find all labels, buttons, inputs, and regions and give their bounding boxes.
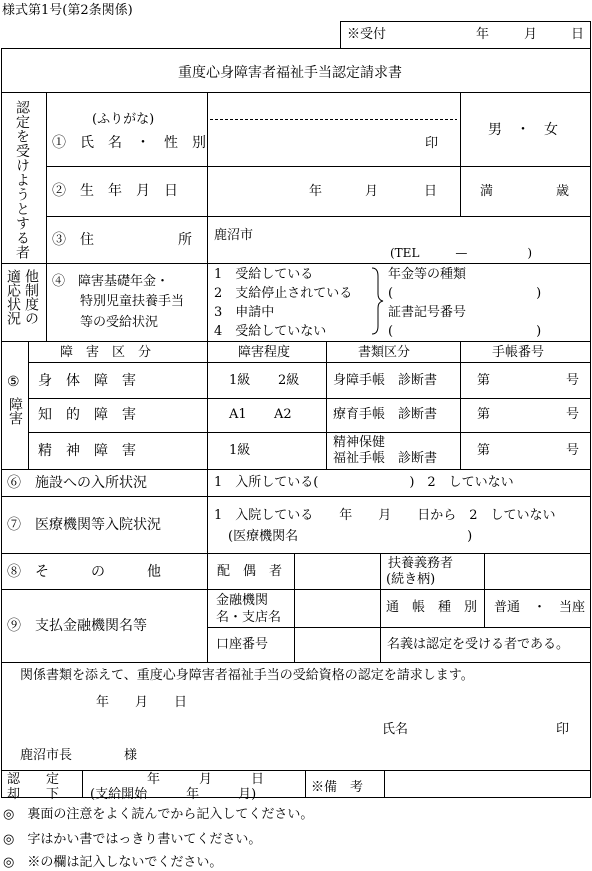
pension-label-2: 特別児童扶養手当 <box>80 294 185 309</box>
pension-option-4[interactable]: 4 受給していない <box>214 324 327 339</box>
intellectual-grade-1[interactable]: A1 <box>229 407 247 422</box>
intellectual-disability-label: 知 的 障 害 <box>38 407 136 423</box>
header-doc-type: 書類区分 <box>358 345 411 360</box>
applicant-group-label: 認定を受けようとする者 <box>14 100 30 260</box>
other-group-label-1: 他制度の <box>23 269 39 325</box>
mayor-address: 鹿沼市長 様 <box>20 748 138 763</box>
spouse-label: 配 偶 者 <box>217 564 283 579</box>
mental-disability-label: 精 神 障 害 <box>38 443 136 459</box>
hospital-status-options[interactable]: 1 入院している 年 月 日から 2 していない <box>214 508 556 523</box>
mental-doc-type-1: 精神保健 <box>333 435 386 450</box>
intellectual-doc-type[interactable]: 療育手帳 診断書 <box>333 407 438 422</box>
header-book-number: 手帳番号 <box>492 345 545 360</box>
dependent-label-1: 扶養義務者 <box>388 556 454 571</box>
mental-grade-1[interactable]: 1級 <box>229 443 251 458</box>
hospital-name-field[interactable]: (医療機関名 ) <box>228 529 473 544</box>
pension-label-3: 等の受給状況 <box>80 315 159 330</box>
age-prefix: 満 <box>480 184 494 199</box>
physical-grade-2[interactable]: 2級 <box>278 373 300 388</box>
birthdate-label: ② 生 年 月 日 <box>52 183 178 199</box>
other-label: ⑧ そ の 他 <box>7 564 161 580</box>
mental-doc-type-2[interactable]: 福祉手帳 診断書 <box>333 451 438 466</box>
age-suffix: 歳 <box>556 184 570 199</box>
declaration-text: 関係書類を添えて、重度心身障害者福祉手当の受給資格の認定を請求します。 <box>20 668 474 683</box>
facility-status-label: ⑥ 施設への入所状況 <box>7 475 147 491</box>
pension-label-1: ④ 障害基礎年金・ <box>52 274 170 289</box>
bank-name-label-2: 名・支店名 <box>216 610 282 625</box>
furigana-label: (ふりがな) <box>92 112 155 127</box>
hospital-status-label: ⑦ 医療機関等入院状況 <box>7 517 161 533</box>
approval-date: 年 月 日 <box>147 772 265 787</box>
other-group-label-2: 適応状況 <box>5 269 21 325</box>
dependent-label-2: (続き柄) <box>386 572 436 587</box>
birth-month-unit: 月 <box>365 184 379 199</box>
declaration-name-label: 氏名 <box>382 722 409 737</box>
address-label: ③ 住 所 <box>52 232 192 248</box>
pension-option-1[interactable]: 1 受給している <box>214 267 314 282</box>
pension-option-2[interactable]: 2 支給停止されている <box>214 286 353 301</box>
physical-book-suffix: 号 <box>566 373 580 388</box>
declaration-seal: 印 <box>556 722 570 737</box>
address-city: 鹿沼市 <box>214 228 254 243</box>
note-1: ◎ 裏面の注意をよく読んでから記入してください。 <box>3 807 314 822</box>
receipt-month: 月 <box>524 27 538 42</box>
remarks-label: ※備 考 <box>311 780 364 795</box>
cert-number-label: 証書記号番号 <box>388 305 467 320</box>
physical-disability-label: 身 体 障 害 <box>38 373 136 389</box>
account-number-label: 口座番号 <box>216 637 269 652</box>
disability-group-label: 障害 <box>7 397 23 425</box>
gender-choice[interactable]: 男 ・ 女 <box>488 122 558 138</box>
header-category: 障 害 区 分 <box>60 345 152 360</box>
declaration-date[interactable]: 年 月 日 <box>96 695 188 710</box>
pension-type-label: 年金等の種類 <box>388 267 467 282</box>
bank-name-label-1: 金融機関 <box>216 593 269 608</box>
birth-year-unit: 年 <box>309 184 323 199</box>
account-type-choice[interactable]: 普通 ・ 当座 <box>494 600 586 615</box>
pension-option-3[interactable]: 3 申請中 <box>214 305 275 320</box>
physical-grade-1[interactable]: 1級 <box>229 373 251 388</box>
approval-label-bottom: 却 下 <box>7 787 60 802</box>
approval-start: (支給開始 年 月) <box>90 787 257 802</box>
cert-number-field[interactable]: ( ) <box>388 324 542 339</box>
account-type-label: 通 帳 種 別 <box>386 600 478 615</box>
mental-book-prefix: 第 <box>477 443 491 458</box>
form-title: 重度心身障害者福祉手当認定請求書 <box>178 65 402 81</box>
header-grade: 障害程度 <box>238 345 291 360</box>
seal-mark: 印 <box>425 136 439 151</box>
pension-type-field[interactable]: ( ) <box>388 286 542 301</box>
physical-book-prefix: 第 <box>477 373 491 388</box>
note-3: ◎ ※の欄は記入しないでください。 <box>3 855 223 870</box>
facility-status-options[interactable]: 1 入所している( ) 2 していない <box>214 475 514 490</box>
approval-label-top: 認 定 <box>7 772 60 787</box>
form-id: 様式第1号(第2条関係) <box>2 3 133 18</box>
intellectual-book-suffix: 号 <box>566 407 580 422</box>
tel-field[interactable]: (TEL — ) <box>390 246 533 260</box>
mental-book-suffix: 号 <box>566 443 580 458</box>
receipt-label: ※受付 <box>347 27 387 42</box>
bank-label: ⑨ 支払金融機関名等 <box>7 618 147 634</box>
intellectual-grade-2[interactable]: A2 <box>274 407 292 422</box>
receipt-year: 年 <box>476 27 490 42</box>
physical-doc-type[interactable]: 身障手帳 診断書 <box>333 373 438 388</box>
note-2: ◎ 字はかい書ではっきり書いてください。 <box>3 832 262 847</box>
birth-day-unit: 日 <box>424 184 438 199</box>
account-holder-note: 名義は認定を受ける者である。 <box>387 637 570 652</box>
intellectual-book-prefix: 第 <box>477 407 491 422</box>
disability-group-num: ⑤ <box>7 374 20 390</box>
name-gender-label: ① 氏 名 ・ 性 別 <box>52 135 206 151</box>
receipt-day: 日 <box>571 27 585 42</box>
